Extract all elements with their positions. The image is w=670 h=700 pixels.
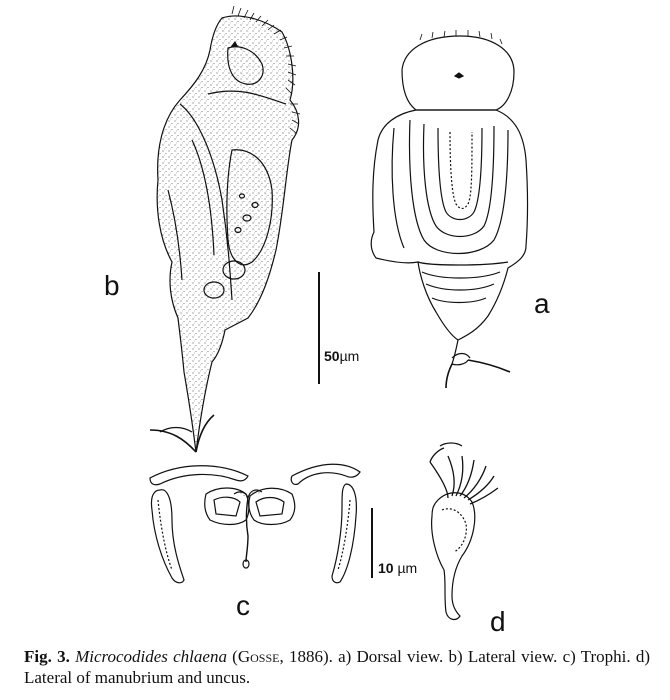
author-name: Gosse [237,647,280,666]
species-name: Microcodides chlaena [75,647,227,666]
trophi-c [150,464,360,583]
caption-text: , 1886). a) Dorsal view. b) Lateral view. c) Trophi. d) Lateral of manubrium and uncus. [24,647,651,687]
specimen-b-lateral-view [150,6,300,452]
scale-label-10um: 10 µm [378,560,418,576]
figure-number: Fig. 3. [24,647,70,666]
scale-label-50um: 50µm [324,348,360,364]
caption-open-paren: ( [226,647,238,666]
specimen-a-dorsal-view [371,30,527,388]
panel-label-a: a [534,288,550,319]
panel-label-c: c [236,590,250,621]
panel-label-b: b [104,270,120,301]
manubrium-uncus-d [430,443,498,619]
panel-label-d: d [490,606,506,637]
figure-caption [24,646,650,688]
